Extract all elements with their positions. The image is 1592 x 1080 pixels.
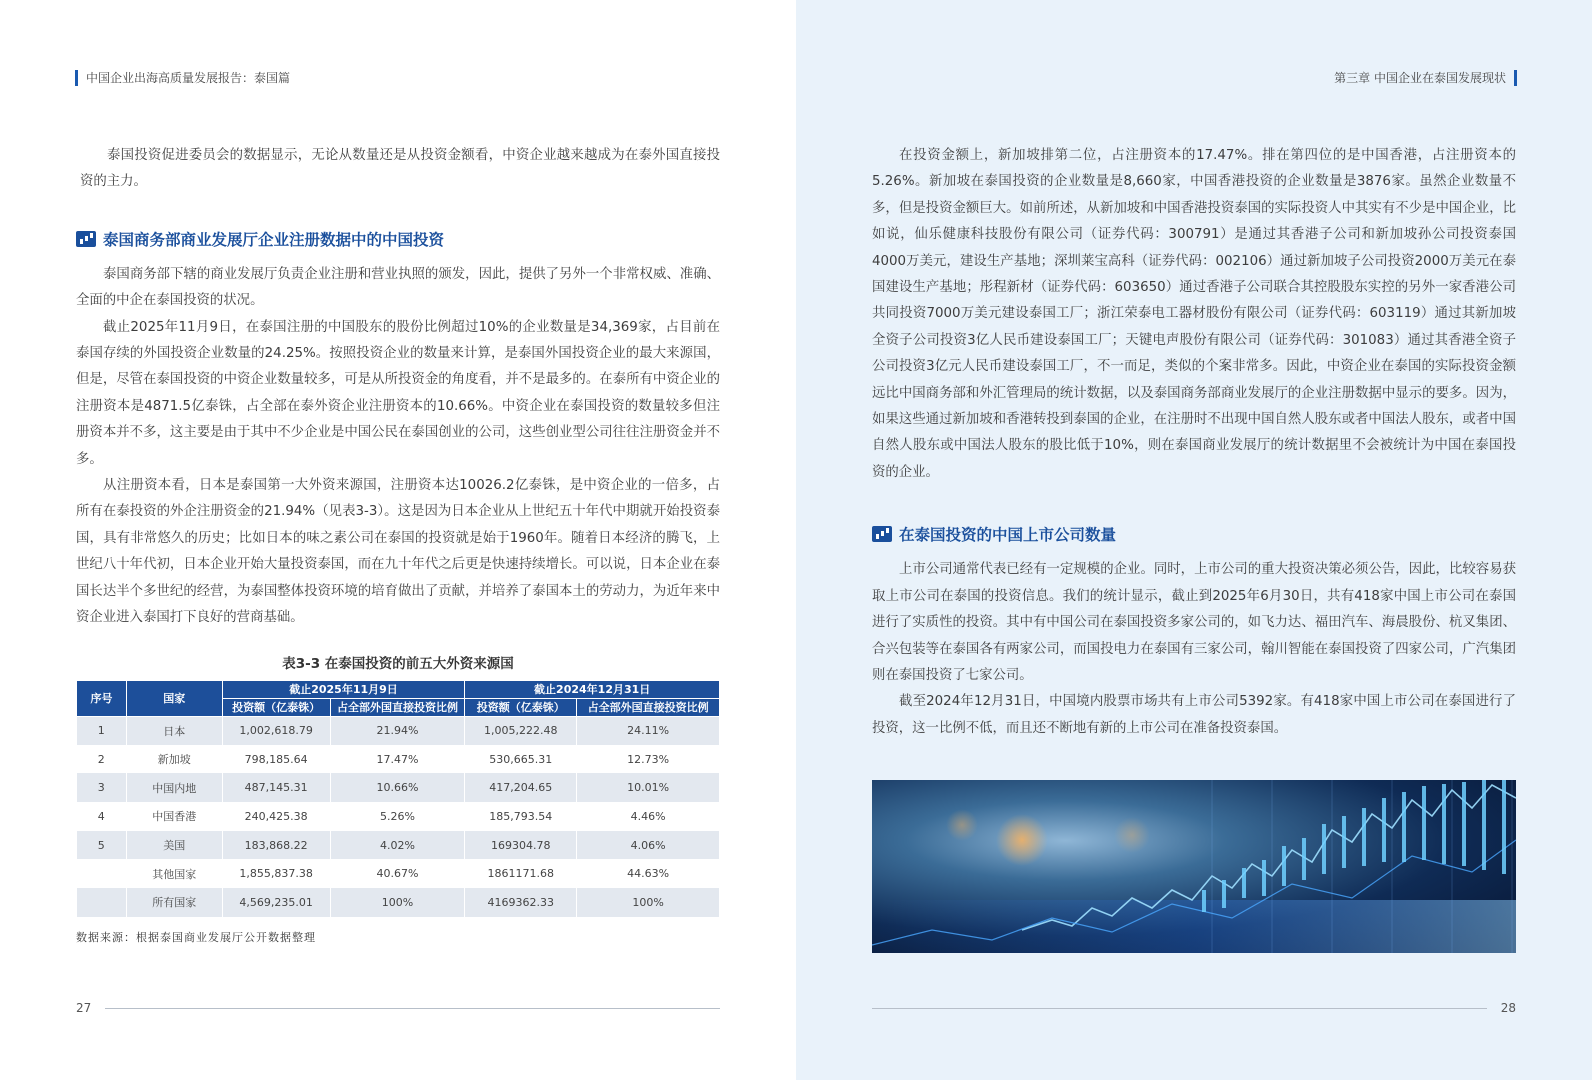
cell-country: 其他国家 [126, 859, 222, 888]
cell-seq [77, 888, 127, 917]
footer-rule [105, 1008, 720, 1009]
table-title: 表3-3 在泰国投资的前五大外资来源国 [282, 655, 514, 672]
paragraph-listed-1: 上市公司通常代表已经有一定规模的企业。同时，上市公司的重大投资决策必须公告，因此，比较容易获取上市公司在泰国的投资信息。我们的统计显示，截止到2025年6月30日，共有418家中国上市公司在泰国进行了实质性的投资。其中有中国公司在泰国投资多家公司的，如飞力达、福田汽车、海晨股份、杭叉集团、合兴包装等在泰国各有两家公司，而国投电力在泰国有三家公司，翰川智能在泰国投资了四家公司，广汽集团则在泰国投资了七家公司。 [872, 562, 1516, 683]
cell-seq: 5 [77, 831, 127, 860]
table-row [77, 716, 720, 745]
cell-share-2025: 5.26% [330, 802, 465, 831]
right-page-content [872, 143, 1516, 742]
cell-share-2025: 10.66% [330, 773, 465, 802]
table-row [77, 831, 720, 860]
running-head-left: 中国企业出海高质量发展报告：泰国篇 [75, 70, 290, 86]
section-heading-text: 泰国商务部商业发展厅企业注册数据中的中国投资 [103, 230, 445, 249]
cell-amount-2024: 4169362.33 [465, 888, 577, 917]
stock-chart-image [872, 780, 1516, 953]
table-row [77, 859, 720, 888]
cell-amount-2024: 1861171.68 [465, 859, 577, 888]
cell-amount-2025: 1,855,837.38 [222, 859, 330, 888]
right-page [796, 0, 1592, 1080]
paragraph-singapore-hk: 在投资金额上，新加坡排第二位，占注册资本的17.47%。排在第四位的是中国香港，占注册资本的5.26%。新加坡在泰国投资的企业数量是8,660家，中国香港投资的企业数量是3876家。虽然企业数量不多，但是投资金额巨大。如前所述，从新加坡和中国香港投资泰国的实际投资人中其实有不少是中国企业，比如说，仙乐健康科技股份有限公司（证券代码：300791）是通过其香港子公司和新加坡孙公司投资泰国4000万美元，建设生产基地；深圳莱宝高科（证券代码：002106）通过新加坡子公司投资2000万美元在泰国建设生产基地；彤程新材（证券代码：603650）通过香港子公司联合其控股股东实控的另外一家香港公司共同投资7000万美元建设泰国工厂；浙江荣泰电工器材股份有限公司（证券代码：603119）通过其新加坡全资子公司投资3亿人民币建设泰国工厂；天键电声股份有限公司（证券代码：301083）通过其香港全资子公司投资3亿元人民币建设泰国工厂，不一而足，类似的个案非常多。因此，中资企业在泰国的实际投资金额远比中国商务部和外汇管理局的统计数据，以及泰国商务部商业发展厅的企业注册数据中显示的要多。因为，如果这些通过新加坡和香港转投到泰国的企业，在注册时不出现中国自然人股东或者中国法人股东，或者中国自然人股东或中国法人股东的股比低于10%，则在泰国商业发展厅的统计数据里不会被统计为中国在泰国投资的企业。 [872, 148, 1516, 480]
table-row [77, 745, 720, 774]
section-heading-listed [872, 520, 1516, 548]
header-period-2024: 截止2024年12月31日 [465, 680, 720, 698]
paragraph-listed-2: 截至2024年12月31日，中国境内股票市场共有上市公司5392家。有418家中国上市公司在泰国进行了投资，这一比例不低，而且还不断地有新的上市公司在准备投资泰国。 [872, 694, 1516, 736]
section-heading-registration [76, 225, 720, 253]
cell-seq [77, 859, 127, 888]
cell-share-2025: 100% [330, 888, 465, 917]
left-page-content [76, 143, 720, 945]
cell-amount-2024: 185,793.54 [465, 802, 577, 831]
cell-amount-2025: 1,002,618.79 [222, 716, 330, 745]
table-row [77, 802, 720, 831]
cell-country: 美国 [126, 831, 222, 860]
bar-chart-icon [872, 526, 892, 542]
cell-country: 中国香港 [126, 802, 222, 831]
header-amount-2025: 投资额（亿泰铢） [222, 698, 330, 716]
paragraph-3: 从注册资本看，日本是泰国第一大外资来源国，注册资本达10026.2亿泰铢，是中资企业的一倍多，占所有在泰投资的外企注册资金的21.94%（见表3-3）。这是因为日本企业从上世纪五十年代中期就开始投资泰国，具有非常悠久的历史；比如日本的味之素公司在泰国的投资就是始于1960年。随着日本经济的腾飞，上世纪八十年代初，日本企业开始大量投资泰国，而在九十年代之后更是快速持续增长。可以说，日本企业在泰国长达半个多世纪的经营，为泰国整体投资环境的培育做出了贡献，并培养了泰国本土的劳动力，为近年来中资企业进入泰国打下良好的营商基础。 [76, 478, 720, 626]
header-period-2025: 截止2025年11月9日 [222, 680, 465, 698]
footer-right [872, 1000, 1516, 1016]
cell-amount-2025: 487,145.31 [222, 773, 330, 802]
cell-amount-2024: 1,005,222.48 [465, 716, 577, 745]
cell-amount-2025: 798,185.64 [222, 745, 330, 774]
cell-seq: 3 [77, 773, 127, 802]
header-share-2025: 占全部外国直接投资比例 [330, 698, 465, 716]
cell-share-2024: 4.46% [577, 802, 720, 831]
cell-amount-2025: 4,569,235.01 [222, 888, 330, 917]
footer-left [76, 1000, 720, 1016]
cell-country: 新加坡 [126, 745, 222, 774]
header-amount-2024: 投资额（亿泰铢） [465, 698, 577, 716]
cell-amount-2024: 530,665.31 [465, 745, 577, 774]
cell-seq: 2 [77, 745, 127, 774]
running-head-right: 第三章 中国企业在泰国发展现状 [1334, 70, 1517, 86]
header-country: 国家 [126, 680, 222, 716]
cell-share-2025: 17.47% [330, 745, 465, 774]
stock-chart-illustration [872, 780, 1516, 953]
page-number-right: 28 [1500, 1001, 1516, 1015]
cell-share-2024: 24.11% [577, 716, 720, 745]
paragraph-2: 截止2025年11月9日，在泰国注册的中国股东的股份比例超过10%的企业数量是34,369家，占目前在泰国存续的外国投资企业数量的24.25%。按照投资企业的数量来计算，是泰国外国投资企业的最大来源国，但是，尽管在泰国投资的中资企业数量较多，可是从所投资金的角度看，并不是最多的。在泰所有中资企业的注册资本是4871.5亿泰铢，占全部在泰外资企业注册资本的10.66%。中资企业在泰国投资的数量较多但注册资本并不多，这主要是由于其中不少企业是中国公民在泰国创业的公司，这些创业型公司往往注册资金并不多。 [76, 319, 720, 467]
cell-share-2024: 12.73% [577, 745, 720, 774]
page-number-left: 27 [76, 1001, 92, 1015]
cell-share-2024: 10.01% [577, 773, 720, 802]
table-row [77, 888, 720, 917]
cell-amount-2025: 240,425.38 [222, 802, 330, 831]
cell-country: 中国内地 [126, 773, 222, 802]
intro-paragraph: 泰国投资促进委员会的数据显示，无论从数量还是从投资金额看，中资企业越来越成为在泰外国直接投资的主力。 [80, 148, 720, 190]
table-row [77, 773, 720, 802]
cell-country: 所有国家 [126, 888, 222, 917]
cell-amount-2024: 169304.78 [465, 831, 577, 860]
paragraph-1: 泰国商务部下辖的商业发展厅负责企业注册和营业执照的颁发，因此，提供了另外一个非常权威、准确、全面的中企在泰国投资的状况。 [76, 266, 720, 309]
investment-table [76, 680, 720, 917]
cell-country: 日本 [126, 716, 222, 745]
cell-seq: 4 [77, 802, 127, 831]
cell-share-2025: 21.94% [330, 716, 465, 745]
cell-amount-2024: 417,204.65 [465, 773, 577, 802]
cell-share-2025: 4.02% [330, 831, 465, 860]
cell-share-2024: 4.06% [577, 831, 720, 860]
header-seq: 序号 [77, 680, 127, 716]
cell-amount-2025: 183,868.22 [222, 831, 330, 860]
cell-share-2024: 44.63% [577, 859, 720, 888]
table-source-note: 数据来源：根据泰国商业发展厅公开数据整理 [76, 930, 316, 944]
cell-seq: 1 [77, 716, 127, 745]
section-heading-text: 在泰国投资的中国上市公司数量 [899, 526, 1117, 545]
footer-rule [872, 1008, 1487, 1009]
cell-share-2024: 100% [577, 888, 720, 917]
bar-chart-icon [76, 231, 96, 247]
header-share-2024: 占全部外国直接投资比例 [577, 698, 720, 716]
cell-share-2025: 40.67% [330, 859, 465, 888]
